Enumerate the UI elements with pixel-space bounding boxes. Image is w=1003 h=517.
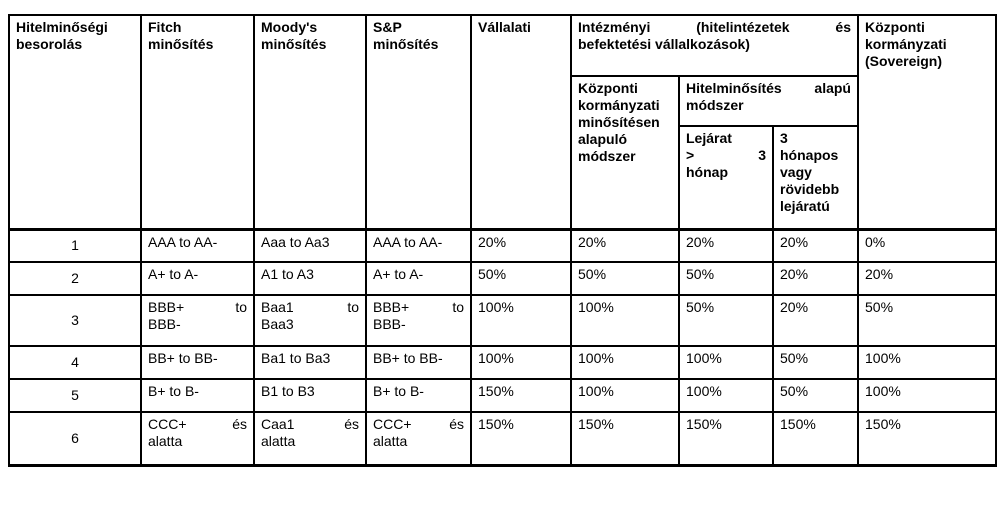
cell-inst-sovereign-method: 100% [571, 379, 679, 412]
header-rating-class: Hitelminőségi besorolás [9, 15, 141, 229]
table-row [9, 262, 996, 295]
cell-grade: 1 [9, 229, 141, 262]
cell-inst-3m-or-less: 20% [773, 295, 858, 346]
cell-inst-over-3m: 100% [679, 379, 773, 412]
header-sp: S&P minősítés [366, 15, 471, 229]
header-institutional-group: Intézményi (hitelintézetek és befektetési vállalkozások) [571, 15, 858, 76]
cell-sp: BB+ to BB- [366, 346, 471, 379]
cell-moodys: Ba1 to Ba3 [254, 346, 366, 379]
cell-sovereign: 100% [858, 379, 996, 412]
cell-moodys: Aaa to Aa3 [254, 229, 366, 262]
cell-inst-3m-or-less: 50% [773, 379, 858, 412]
cell-inst-sovereign-method: 100% [571, 346, 679, 379]
table-row [9, 412, 996, 465]
cell-sp: B+ to B- [366, 379, 471, 412]
header-sovereign: Központi kormányzati (Sovereign) [858, 15, 996, 229]
cell-inst-over-3m: 100% [679, 346, 773, 379]
cell-moodys: Baa1 to Baa3 [254, 295, 366, 346]
cell-fitch: CCC+ és alatta [141, 412, 254, 465]
cell-fitch: A+ to A- [141, 262, 254, 295]
cell-fitch: B+ to B- [141, 379, 254, 412]
header-maturity-3-months-or-less: 3 hónapos vagy rövidebb lejáratú [773, 126, 858, 229]
cell-inst-sovereign-method: 100% [571, 295, 679, 346]
cell-inst-sovereign-method: 150% [571, 412, 679, 465]
cell-sovereign: 50% [858, 295, 996, 346]
header-corporate: Vállalati [471, 15, 571, 229]
cell-inst-over-3m: 50% [679, 262, 773, 295]
cell-inst-3m-or-less: 20% [773, 229, 858, 262]
table-row [9, 379, 996, 412]
cell-inst-over-3m: 20% [679, 229, 773, 262]
cell-inst-sovereign-method: 50% [571, 262, 679, 295]
cell-sovereign: 100% [858, 346, 996, 379]
credit-quality-step-table [8, 14, 997, 467]
cell-inst-3m-or-less: 150% [773, 412, 858, 465]
table-row [9, 229, 996, 262]
cell-moodys: B1 to B3 [254, 379, 366, 412]
cell-sp: A+ to A- [366, 262, 471, 295]
header-maturity-over-3-months: Lejárat > 3 hónap [679, 126, 773, 229]
cell-corporate: 100% [471, 295, 571, 346]
cell-corporate: 100% [471, 346, 571, 379]
cell-grade: 5 [9, 379, 141, 412]
cell-sovereign: 150% [858, 412, 996, 465]
cell-sovereign: 20% [858, 262, 996, 295]
cell-sovereign: 0% [858, 229, 996, 262]
cell-sp: CCC+ és alatta [366, 412, 471, 465]
cell-fitch: BBB+ to BBB- [141, 295, 254, 346]
cell-inst-3m-or-less: 20% [773, 262, 858, 295]
cell-corporate: 20% [471, 229, 571, 262]
cell-inst-over-3m: 50% [679, 295, 773, 346]
cell-grade: 3 [9, 295, 141, 346]
cell-grade: 4 [9, 346, 141, 379]
table-row [9, 295, 996, 346]
cell-corporate: 150% [471, 379, 571, 412]
cell-sp: BBB+ to BBB- [366, 295, 471, 346]
header-credit-rating-method-group: Hitelminősítés alapú módszer [679, 76, 858, 126]
cell-inst-over-3m: 150% [679, 412, 773, 465]
cell-grade: 6 [9, 412, 141, 465]
header-fitch: Fitch minősítés [141, 15, 254, 229]
table-row [9, 346, 996, 379]
cell-sp: AAA to AA- [366, 229, 471, 262]
header-moodys: Moody's minősítés [254, 15, 366, 229]
cell-fitch: AAA to AA- [141, 229, 254, 262]
cell-moodys: A1 to A3 [254, 262, 366, 295]
header-sovereign-rating-method: Központi kormányzati minősítésen alapuló módszer [571, 76, 679, 229]
cell-moodys: Caa1 és alatta [254, 412, 366, 465]
cell-inst-sovereign-method: 20% [571, 229, 679, 262]
cell-grade: 2 [9, 262, 141, 295]
cell-corporate: 150% [471, 412, 571, 465]
cell-fitch: BB+ to BB- [141, 346, 254, 379]
cell-inst-3m-or-less: 50% [773, 346, 858, 379]
cell-corporate: 50% [471, 262, 571, 295]
